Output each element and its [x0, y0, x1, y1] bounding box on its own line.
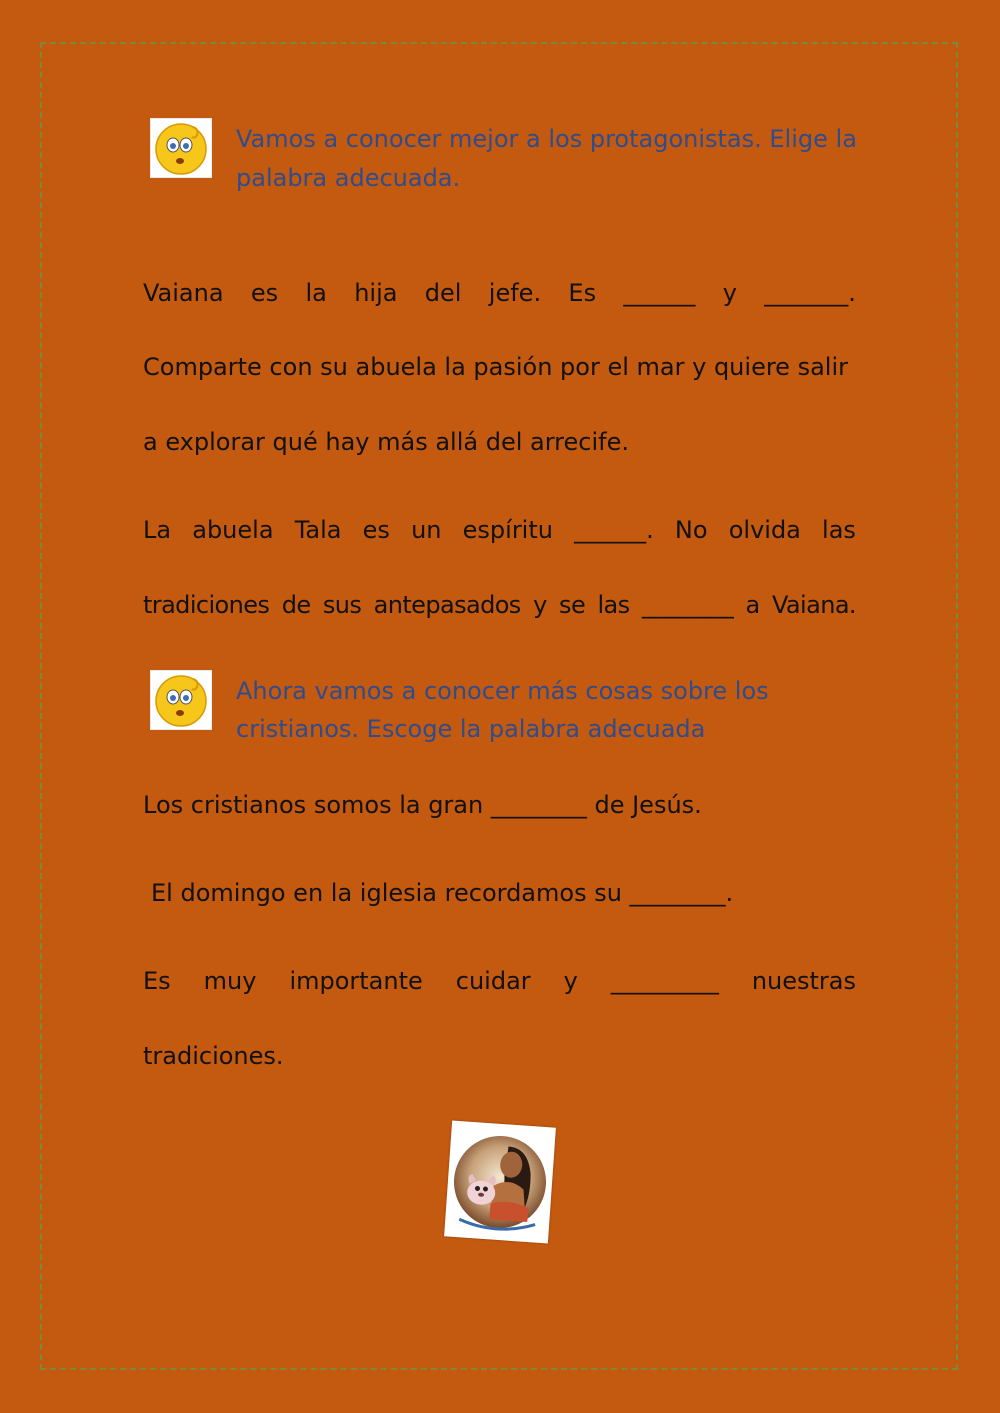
- confused-emoji-icon: [150, 670, 212, 730]
- paragraph-1-line-1: [143, 278, 856, 308]
- sentence-3-line-2: tradiciones.: [143, 1042, 284, 1070]
- word: Vaiana: [143, 279, 224, 307]
- blank-field[interactable]: ________: [641, 591, 734, 619]
- word: Es: [568, 279, 597, 307]
- sentence-2: El domingo en la iglesia recordamos su ________.: [151, 879, 734, 907]
- word: abuela: [192, 516, 274, 544]
- word: No: [674, 516, 708, 544]
- instruction-text: Vamos a conocer mejor a los protagonistas. Elige la palabra adecuada.: [236, 125, 857, 192]
- word: jefe.: [488, 279, 542, 307]
- word: y: [563, 967, 578, 995]
- blank-field[interactable]: _________: [610, 967, 719, 995]
- sentence-3-line-1: [143, 966, 856, 996]
- word: a: [745, 591, 760, 619]
- word: es: [362, 516, 390, 544]
- word: un: [411, 516, 442, 544]
- word: La: [143, 516, 172, 544]
- word: hija: [354, 279, 398, 307]
- word: las: [597, 591, 630, 619]
- word: nuestras: [751, 967, 856, 995]
- word: la: [305, 279, 327, 307]
- word: olvida: [728, 516, 801, 544]
- word: y: [533, 591, 547, 619]
- word: del: [424, 279, 462, 307]
- paragraph-1-line-3: a explorar qué hay más allá del arrecife.: [143, 428, 629, 456]
- word: cuidar: [455, 967, 531, 995]
- word: antepasados: [373, 591, 521, 619]
- confused-emoji-icon: [150, 118, 212, 178]
- word: muy: [203, 967, 257, 995]
- word: espíritu: [462, 516, 553, 544]
- word: las: [822, 516, 856, 544]
- word: de: [281, 591, 311, 619]
- paragraph-1-line-2: Comparte con su abuela la pasión por el mar y quiere salir: [143, 353, 848, 381]
- paragraph-2-line-1: [143, 515, 856, 545]
- paragraph-2-line-2: [143, 590, 856, 620]
- word: Es: [143, 967, 171, 995]
- word: y: [722, 279, 737, 307]
- word: se: [559, 591, 586, 619]
- blank-field[interactable]: ______.: [574, 516, 654, 544]
- sentence-1: Los cristianos somos la gran ________ de Jesús.: [143, 791, 702, 819]
- vaiana-illustration: [444, 1121, 556, 1244]
- word: Tala: [294, 516, 342, 544]
- instruction-text: Ahora vamos a conocer más cosas sobre los cristianos. Escoge la palabra adecuada: [236, 677, 769, 743]
- word: es: [250, 279, 279, 307]
- word: tradiciones: [143, 591, 270, 619]
- blank-field[interactable]: ______: [623, 279, 696, 307]
- blank-field[interactable]: _______.: [764, 279, 856, 307]
- word: Vaiana.: [771, 591, 856, 619]
- word: importante: [289, 967, 423, 995]
- word: sus: [322, 591, 362, 619]
